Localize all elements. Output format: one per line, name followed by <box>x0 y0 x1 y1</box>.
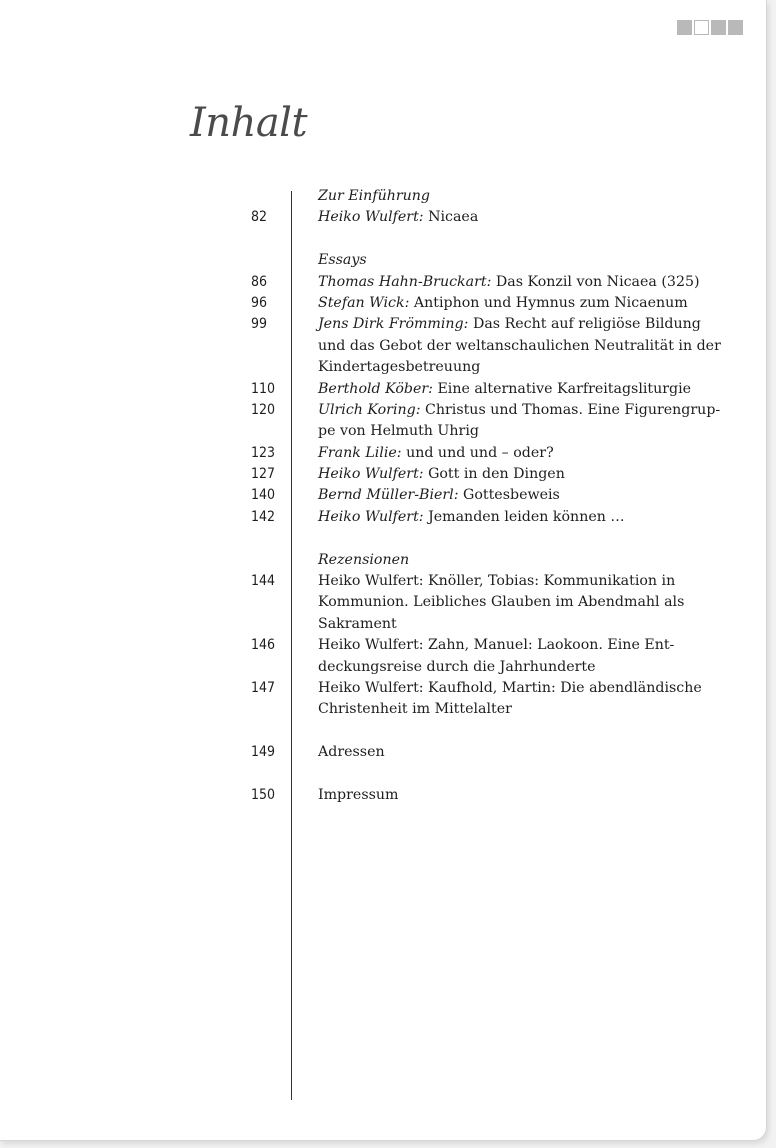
entry-author: Jens Dirk Frömming: <box>318 316 469 333</box>
page-number: 96 <box>251 294 268 311</box>
entry-title: Heiko Wulfert: Kaufhold, Martin: Die abendländische <box>318 679 702 696</box>
entry-title: Antiphon und Hymnus zum Nicaenum <box>413 294 688 311</box>
page-number: 142 <box>251 508 276 525</box>
page-marker-square-active-icon <box>694 20 709 35</box>
page-number: 146 <box>251 637 276 654</box>
page-number: 140 <box>251 487 276 504</box>
entry-author: Heiko Wulfert: <box>318 466 424 483</box>
page-marker-square-icon <box>711 20 726 35</box>
entry-title: Nicaea <box>428 209 479 226</box>
entry-author: Thomas Hahn-Bruckart: <box>318 273 492 290</box>
vertical-divider <box>291 191 292 1100</box>
entry-author: Heiko Wulfert: <box>318 508 424 525</box>
page-number: 147 <box>251 679 276 696</box>
entry-title: und und und – oder? <box>406 444 554 461</box>
page-number: 123 <box>251 444 276 461</box>
page-title: Inhalt <box>190 100 308 146</box>
page-number: 144 <box>251 573 276 590</box>
entry-author: Berthold Köber: <box>318 380 433 397</box>
entry-title: Impressum <box>318 786 399 803</box>
page-number: 149 <box>251 744 276 761</box>
entry-title: Jemanden leiden können … <box>428 508 625 525</box>
page-marker <box>677 20 743 35</box>
entry-title: Heiko Wulfert: Zahn, Manuel: Laokoon. Eine Ent- <box>318 637 675 654</box>
page-number: 82 <box>251 209 268 226</box>
page-number: 110 <box>251 380 276 397</box>
document-page: Inhalt Zur Einführung 82 Heiko Wulfert: Nicaea Essays 86 Thomas Hahn-Bruckart: Das Konzil von Nicaea (325) 96 Stefan Wick: Antiphon und Hymnus zum Nicaenum 99 Jens Dirk Frömming: Das Recht auf religiöse Bildung und das Gebot der weltanschaulichen Neutralität in der Kindertagesbetreuung 110 Berthold Köber: Eine alternative Karfreitagsliturgie 120 Ulrich Koring: Christus und Thomas. Eine Figurengrup- pe von Helmuth Uhrig 123 Frank Lilie: und und und – oder? 127 Heiko Wulfert: Gott in den Dingen 140 Bernd Müller-Bierl: Gottesbeweis 142 Heiko Wulfert: Jemanden leiden können … Rezensionen 144 Heiko Wulfert: Knöller, Tobias: Kommunikation in Kommunion. Leibliches Glauben im Abendmahl als Sakrament 146 Heiko Wulfert: Zahn, Manuel: Laokoon. Eine Ent- deckungsreise durch die Jahrhunderte 147 Heiko Wulfert: Kaufhold, Martin: Die abendländische Christenheit im Mittelalter 149 Adressen 150 Impressum <box>0 0 767 1141</box>
entry-author: Frank Lilie: <box>318 444 402 461</box>
entry-author: Bernd Müller-Bierl: <box>318 487 459 504</box>
entry-title: Christus und Thomas. Eine Figurengrup- <box>425 401 721 418</box>
page-number: 150 <box>251 786 276 803</box>
entry-title: Das Konzil von Nicaea (325) <box>495 273 700 290</box>
entry-author: Ulrich Koring: <box>318 401 421 418</box>
page-number: 120 <box>251 401 276 418</box>
entry-title: Das Recht auf religiöse Bildung <box>472 316 701 333</box>
entry-title: Eine alternative Karfreitagsliturgie <box>437 380 692 397</box>
entry-title: Adressen <box>318 744 385 761</box>
page-number: 86 <box>251 273 268 290</box>
page-marker-square-icon <box>677 20 692 35</box>
entry-author: Stefan Wick: <box>318 294 410 311</box>
entry-title: Heiko Wulfert: Knöller, Tobias: Kommunikation in <box>318 573 676 590</box>
entry-title: Gott in den Dingen <box>428 466 565 483</box>
entry-author: Heiko Wulfert: <box>318 209 424 226</box>
page-marker-square-icon <box>728 20 743 35</box>
page-number: 99 <box>251 316 268 333</box>
page-number: 127 <box>251 466 276 483</box>
entry-title: Gottesbeweis <box>463 487 560 504</box>
